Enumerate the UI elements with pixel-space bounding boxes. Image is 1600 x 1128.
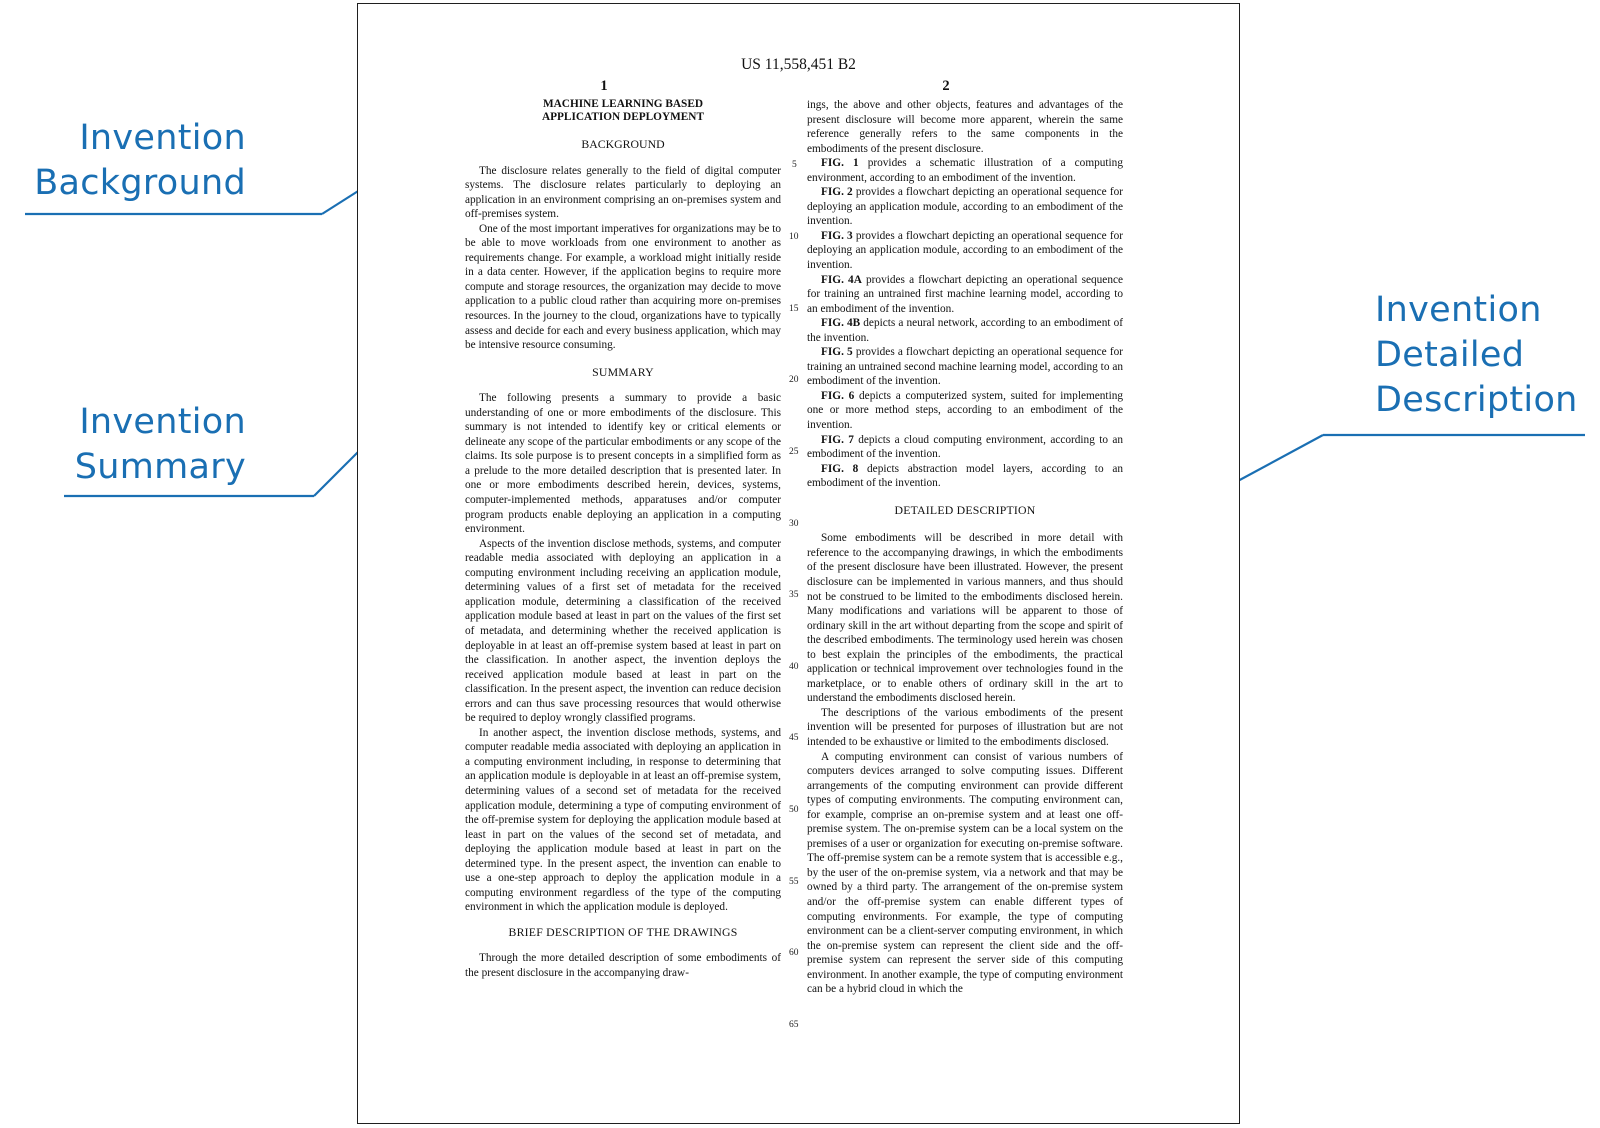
fig-text-5: provides a flowchart depicting an operational sequence for training an untrained second machine learning model, according to an embodiment of the invention.	[807, 346, 1123, 388]
heading-summary: SUMMARY	[592, 364, 654, 379]
fig-description-2	[807, 185, 1123, 229]
fig-description-4b	[807, 316, 1123, 345]
annotation-detailed-label	[1375, 288, 1595, 423]
line-number-55: 55	[789, 877, 799, 887]
summary-paragraph-3: In another aspect, the invention disclose methods, systems, and computer readable media associated with deploying an application in a computing environment including, in response to determining that an application module is deployable in at least an off-premise system, determining values of a second set of metadata for the received application module, determining a type of computing environment of the off-premise system for deploying the application module based at least in part on the values of the second set of metadata, and deploying the application module based at least in part on the determined type. In the present aspect, the invention can enable to use a one-step approach to deploy the application module in a computing environment regardless of the type of the computing environment in which the application module is deployed.	[465, 726, 781, 914]
annotation-background-line1: Invention	[79, 118, 246, 158]
fig-text-1: provides a schematic illustration of a computing environment, according to an embodiment of the invention.	[807, 157, 1123, 184]
line-number-60: 60	[789, 948, 799, 958]
line-number-25: 25	[789, 447, 799, 457]
column-number-1: 1	[600, 78, 608, 94]
annotation-background-line2: Background	[34, 163, 246, 203]
column-number-2: 2	[942, 78, 950, 94]
right-column	[807, 98, 1123, 997]
fig-text-8: depicts abstraction model layers, according to an embodiment of the invention.	[807, 462, 1123, 490]
summary-paragraph-1: The following presents a summary to provide a basic understanding of one or more embodiments of the disclosure. This summary is not intended to identify key or critical elements or delineate any scope of the particular embodiments or any scope of the claims. Its sole purpose is to present concepts in a simplified form as a prelude to the more detailed description that is presented later. In one or more embodiments described herein, devices, systems, computer-implemented methods, apparatuses and/or computer program products enable deploying an application in a computing environment.	[465, 392, 781, 536]
detailed-paragraph-1: Some embodiments will be described in more detail with reference to the accompanying drawings, in which the embodiments of the present disclosure have been illustrated. However, the present disclosure can be implemented in various manners, and thus should not be construed to be limited to the embodiments disclosed herein. Many modifications and variations will be apparent to those of ordinary skill in the art without departing from the scope and spirit of the described embodiments. The terminology used herein was chosen to best explain the principles of the embodiments, the practical application or technical improvement over technologies found in the marketplace, or to enable others of ordinary skill in the art to understand the embodiments disclosed herein.	[807, 532, 1123, 705]
fig-label-4b: FIG. 4B	[821, 317, 861, 330]
fig-label-1: FIG. 1	[821, 157, 859, 170]
fig-description-5	[807, 345, 1123, 389]
fig-label-5: FIG. 5	[821, 346, 853, 359]
annotation-detailed-line3: Description	[1375, 380, 1578, 420]
heading-background: BACKGROUND	[581, 137, 665, 151]
title-line-2: APPLICATION DEPLOYMENT	[541, 111, 705, 123]
fig-description-6	[807, 389, 1123, 433]
fig-description-3	[807, 229, 1123, 273]
fig-description-7	[807, 433, 1123, 462]
heading-brief-description: BRIEF DESCRIPTION OF THE DRAWINGS	[508, 924, 738, 939]
fig-text-4a: provides a flowchart depicting an operational sequence for training an untrained first machine learning model, according to an embodiment of the invention.	[807, 273, 1124, 315]
fig-description-1	[807, 156, 1123, 185]
patent-number: US 11,558,451 B2	[741, 56, 856, 73]
fig-text-4b: depicts a neural network, according to an embodiment of the invention.	[807, 317, 1123, 344]
title-line-1: MACHINE LEARNING BASED	[542, 98, 704, 110]
fig-text-2: provides a flowchart depicting an operational sequence for deploying an application module, according to an embodiment of the invention.	[807, 186, 1123, 228]
detailed-paragraph-3: A computing environment can consist of various numbers of computers devices arranged to solve computing issues. Different arrangements of the computing environment can provide different types of computing environments. The computing environment can, for example, comprise an on-premise system and at least one off-premise system. The on-premise system can be a local system on the premises of a user or organization for executing on-premise software. The off-premise system can be a remote system that is accessible e.g., by the user of the on-premise system, via a network and that may be owned by a third party. The arrangement of the on-premise system and/or the off-premise system can enable different types of computing environments. For example, the type of computing environment can be a client-server computing environment, in which the on-premise system can represent the client side and the off-premise system can represent the server side of this computing environment. In another example, the type of computing environment can be a hybrid cloud in which the	[807, 750, 1123, 996]
brief-description-paragraph-1: Through the more detailed description of some embodiments of the present disclosure in the accompanying draw-	[465, 952, 781, 979]
fig-text-7: depicts a cloud computing environment, according to an embodiment of the invention.	[807, 433, 1123, 461]
line-number-10: 10	[789, 232, 799, 242]
fig-label-6: FIG. 6	[821, 389, 855, 402]
line-number-35: 35	[789, 590, 799, 600]
invention-title	[465, 98, 781, 124]
fig-label-8: FIG. 8	[821, 462, 859, 475]
patent-page	[357, 3, 1240, 1124]
line-number-65: 65	[789, 1020, 799, 1030]
annotation-detailed-line1: Invention	[1375, 290, 1542, 330]
line-number-20: 20	[789, 375, 799, 385]
line-number-50: 50	[789, 805, 799, 815]
annotation-background-label	[34, 116, 246, 206]
line-number-30: 30	[789, 519, 799, 529]
left-column	[465, 98, 781, 981]
annotation-summary-line1: Invention	[79, 402, 246, 442]
background-paragraph-1: The disclosure relates generally to the field of digital computer systems. The disclosure relates particularly to deploying an application in an environment comprising an on-premises system and off-premises system.	[465, 164, 781, 221]
annotation-detailed-line2: Detailed	[1375, 335, 1525, 375]
line-number-15: 15	[789, 304, 799, 314]
fig-label-2: FIG. 2	[821, 186, 853, 199]
fig-label-7: FIG. 7	[821, 433, 854, 446]
line-number-45: 45	[789, 733, 799, 743]
fig-text-6: depicts a computerized system, suited for implementing one or more method steps, according to an embodiment of the invention.	[807, 389, 1123, 432]
fig-label-4a: FIG. 4A	[821, 273, 862, 286]
background-paragraph-2: One of the most important imperatives for organizations may be to be able to move workloads from one environment to another as requirements change. For example, a workload might initially reside in a data center. However, if the application begins to require more compute and storage resources, the organization may decide to move application to a public cloud rather than acquiring more on-premises resources. In the journey to the cloud, organizations have to typically assess and decide for each and every business application, which may be intensive resource consuming.	[465, 222, 781, 352]
detailed-paragraph-2: The descriptions of the various embodiments of the present invention will be presented for purposes of illustration but are not intended to be exhaustive or limited to the embodiments disclosed.	[807, 706, 1123, 748]
heading-detailed-description: DETAILED DESCRIPTION	[894, 502, 1036, 517]
annotation-summary-line2: Summary	[74, 447, 246, 487]
fig-text-3: provides a flowchart depicting an operational sequence for deploying an application module, according to an embodiment of the invention.	[807, 229, 1123, 272]
fig-description-8	[807, 462, 1123, 491]
annotation-summary-label	[34, 400, 246, 490]
line-number-40: 40	[789, 662, 799, 672]
fig-description-4a	[807, 273, 1123, 317]
line-number-5: 5	[792, 160, 797, 170]
fig-label-3: FIG. 3	[821, 229, 853, 242]
summary-paragraph-2: Aspects of the invention disclose methods, systems, and computer readable media associated with deploying an application in a computing environment including receiving an application module, determining values of a first set of metadata for the received application module, determining a classification of the received application module based at least in part on the values of the first set of metadata, and determining whether the received application is deployable in at least an off-premise system based at least in part on the classification. In another aspect, the invention deploys the received application module based at least in part on the classification. In the present aspect, the invention can reduce decision errors and can thus save processing resources that would otherwise be required to deploy wrongly classified programs.	[465, 537, 781, 725]
brief-description-continued: ings, the above and other objects, features and advantages of the present disclosure will become more apparent, wherein the same reference generally refers to the same components in the embodiments of the present disclosure.	[807, 99, 1123, 155]
